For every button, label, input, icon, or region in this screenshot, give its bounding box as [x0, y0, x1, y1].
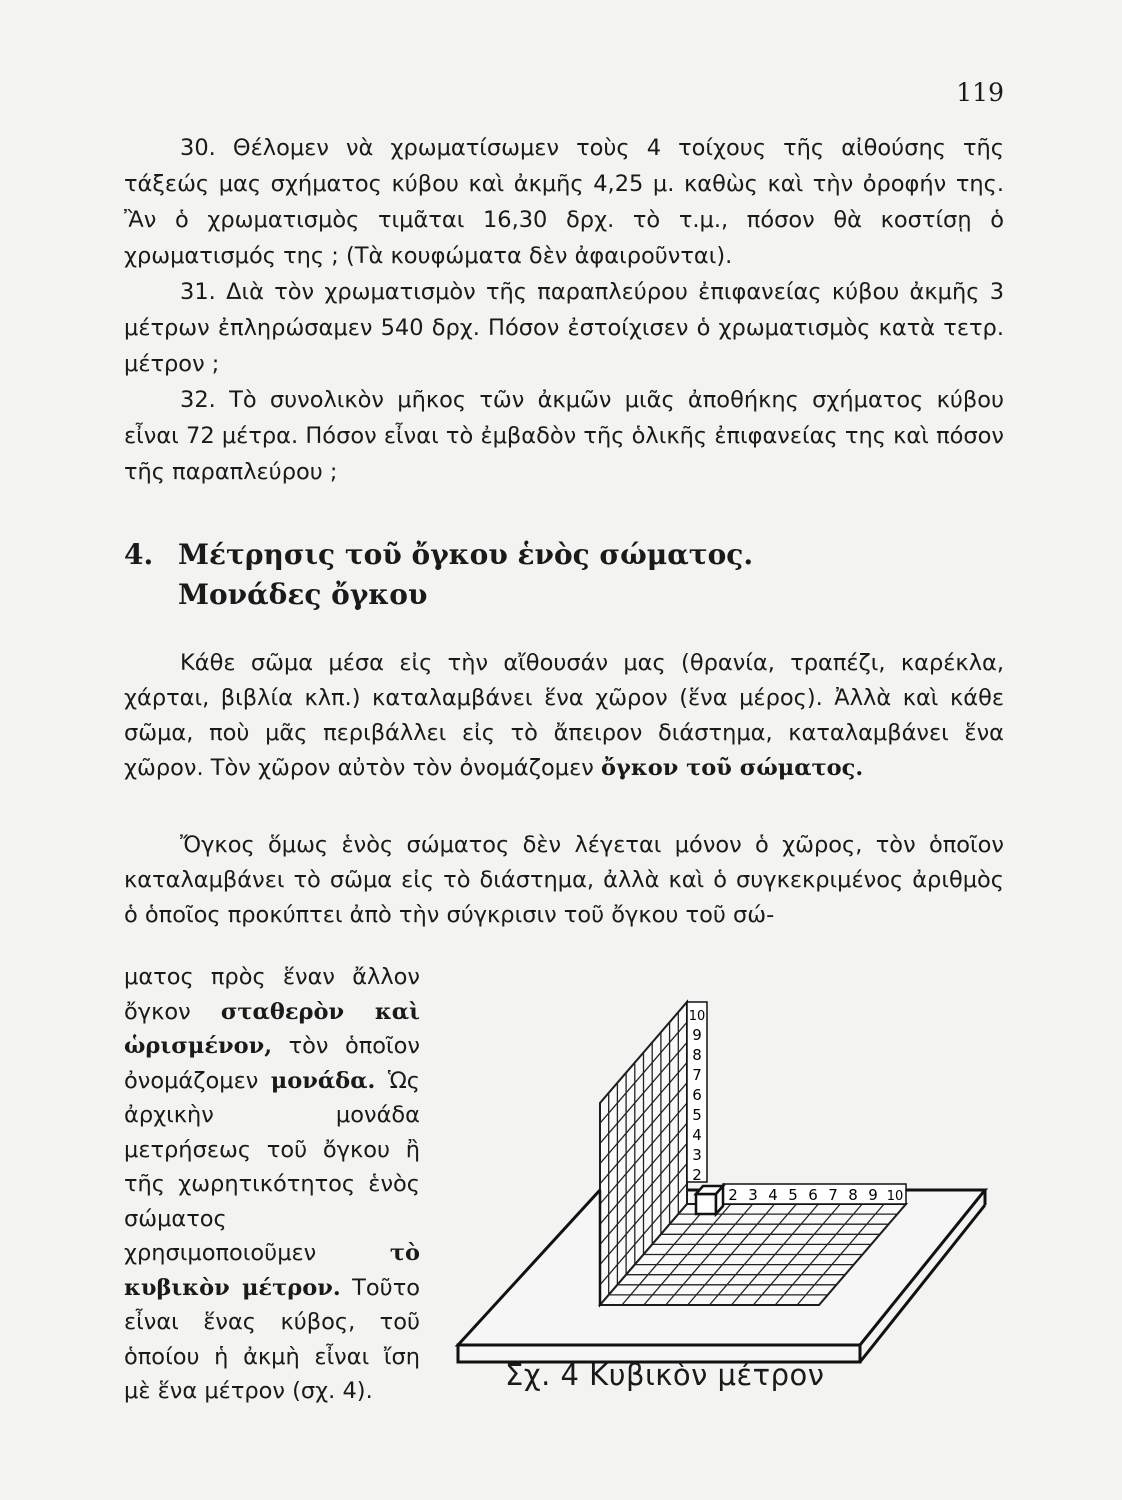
body-bold-term: σταθερὸν καὶ ὡρισμένον, [124, 998, 420, 1059]
cubic-meter-figure [440, 990, 1000, 1410]
body-text: Ὡς ἀρχικὴν μονάδα μετρήσεως τοῦ ὄγκου ἢ τῆς χωρητικότητος ἑνὸς σώματος χρησιμοποιοῦμεν [124, 1067, 420, 1266]
exercise-text: Διὰ τὸν χρωματισμὸν τῆς παραπλεύρου ἐπιφανείας κύβου ἀκμῆς 3 μέτρων ἐπληρώσαμεν 540 δρχ. Πόσον ἐστοίχισεν ὁ χρωματισμὸς κατὰ τετρ. μέτρον ; [124, 279, 1005, 377]
body-text: Ὄγκος ὅμως ἑνὸς σώματος δὲν λέγεται μόνον ὁ χῶρος, τὸν ὁποῖον καταλαμβάνει τὸ σῶμα εἰς τὸ διάστημα, ἀλλὰ καὶ ὁ συγκεκριμένος ἀριθμὸς ὁ ὁποῖος προκύπτει ἀπὸ τὴν σύγκρισιν τοῦ ὄγκου τοῦ σώ- [124, 832, 1004, 928]
body-bold-term: τὸ κυβικὸν μέτρον. [124, 1240, 420, 1301]
exercise-number: 31. [180, 279, 216, 305]
h-label-3: 3 [748, 1186, 758, 1204]
page-number: 119 [956, 78, 1004, 107]
v-label-6: 6 [692, 1086, 702, 1104]
h-label-9: 9 [868, 1186, 878, 1204]
horizontal-number-labels [723, 1184, 906, 1204]
exercise-30 [124, 130, 1004, 274]
v-label-9: 9 [692, 1026, 702, 1044]
h-label-7: 7 [828, 1186, 838, 1204]
section-title-line1: Μέτρησις τοῦ ὄγκου ἑνὸς σώματος. [178, 538, 754, 571]
exercise-text: Θέλομεν νὰ χρωματίσωμεν τοὺς 4 τοίχους τῆς αἰθούσης τῆς τάξεώς μας σχήματος κύβου καὶ ἀκμῆς 4,25 μ. καθὼς καὶ τὴν ὀροφήν της. Ἂν ὁ χρωματισμὸς τιμᾶται 16,30 δρχ. τὸ τ.μ., πόσον θὰ κοστίσῃ ὁ χρωματισμός της ; (Τὰ κουφώματα δὲν ἀφαιροῦνται). [124, 135, 1005, 269]
h-label-5: 5 [788, 1186, 798, 1204]
body-paragraph-1 [124, 646, 1004, 786]
body-text: Τοῦτο εἶναι ἕνας κύβος, τοῦ ὁποίου ἡ ἀκμὴ εἶναι ἴση μὲ ἕνα μέτρον (σχ. 4). [124, 1274, 421, 1404]
exercise-text: Τὸ συνολικὸν μῆκος τῶν ἀκμῶν μιᾶς ἀποθήκης σχήματος κύβου εἶναι 72 μέτρα. Πόσον εἶναι τὸ ἐμβαδὸν τῆς ὁλικῆς ἐπιφανείας της καὶ πόσον τῆς παραπλεύρου ; [124, 387, 1004, 485]
body-paragraph-2 [124, 828, 1004, 933]
exercise-31 [124, 274, 1004, 382]
unit-cube [696, 1186, 723, 1214]
v-label-4: 4 [692, 1126, 702, 1144]
exercise-number: 30. [180, 135, 216, 161]
v-label-7: 7 [692, 1066, 702, 1084]
body-bold-term: ὄγκον τοῦ σώματος. [600, 755, 864, 781]
body-text: ματος πρὸς ἕναν ἄλλον ὄγκον [124, 964, 420, 1025]
unit-cube-front [696, 1194, 716, 1214]
h-label-8: 8 [848, 1186, 858, 1204]
v-label-8: 8 [692, 1046, 702, 1064]
body-text: Κάθε σῶμα μέσα εἰς τὴν αἴθουσάν μας (θρανία, τραπέζι, καρέκλα, χάρται, βιβλία κλπ.) καταλαμβάνει ἕνα χῶρον (ἕνα μέρος). Ἀλλὰ καὶ κάθε σῶμα, ποὺ μᾶς περιβάλλει εἰς τὸ ἄπειρον διάστημα, καταλαμβάνει ἕνα χῶρον. Τὸν χῶρον αὐτὸν τὸν ὀνομάζομεν [124, 650, 1004, 781]
section-heading [124, 535, 753, 615]
body-bold-term: μονάδα. [270, 1067, 376, 1094]
h-label-2: 2 [728, 1186, 738, 1204]
v-label-2: 2 [692, 1166, 702, 1184]
section-title-line2: Μονάδες ὄγκου [178, 578, 428, 611]
h-label-4: 4 [768, 1186, 778, 1204]
v-label-5: 5 [692, 1106, 702, 1124]
section-number: 4. [124, 538, 154, 571]
figure-caption: Σχ. 4 Κυβικὸν μέτρον [505, 1358, 825, 1392]
v-label-10: 10 [688, 1009, 706, 1024]
exercise-number: 32. [180, 387, 216, 413]
body-paragraph-3 [124, 960, 420, 1409]
body-text: τὸν ὁποῖον ὀνομάζομεν [124, 1033, 420, 1094]
h-label-6: 6 [808, 1186, 818, 1204]
h-label-10: 10 [886, 1189, 904, 1204]
vertical-number-labels [687, 1002, 707, 1184]
exercise-32 [124, 382, 1004, 490]
v-label-3: 3 [692, 1146, 702, 1164]
